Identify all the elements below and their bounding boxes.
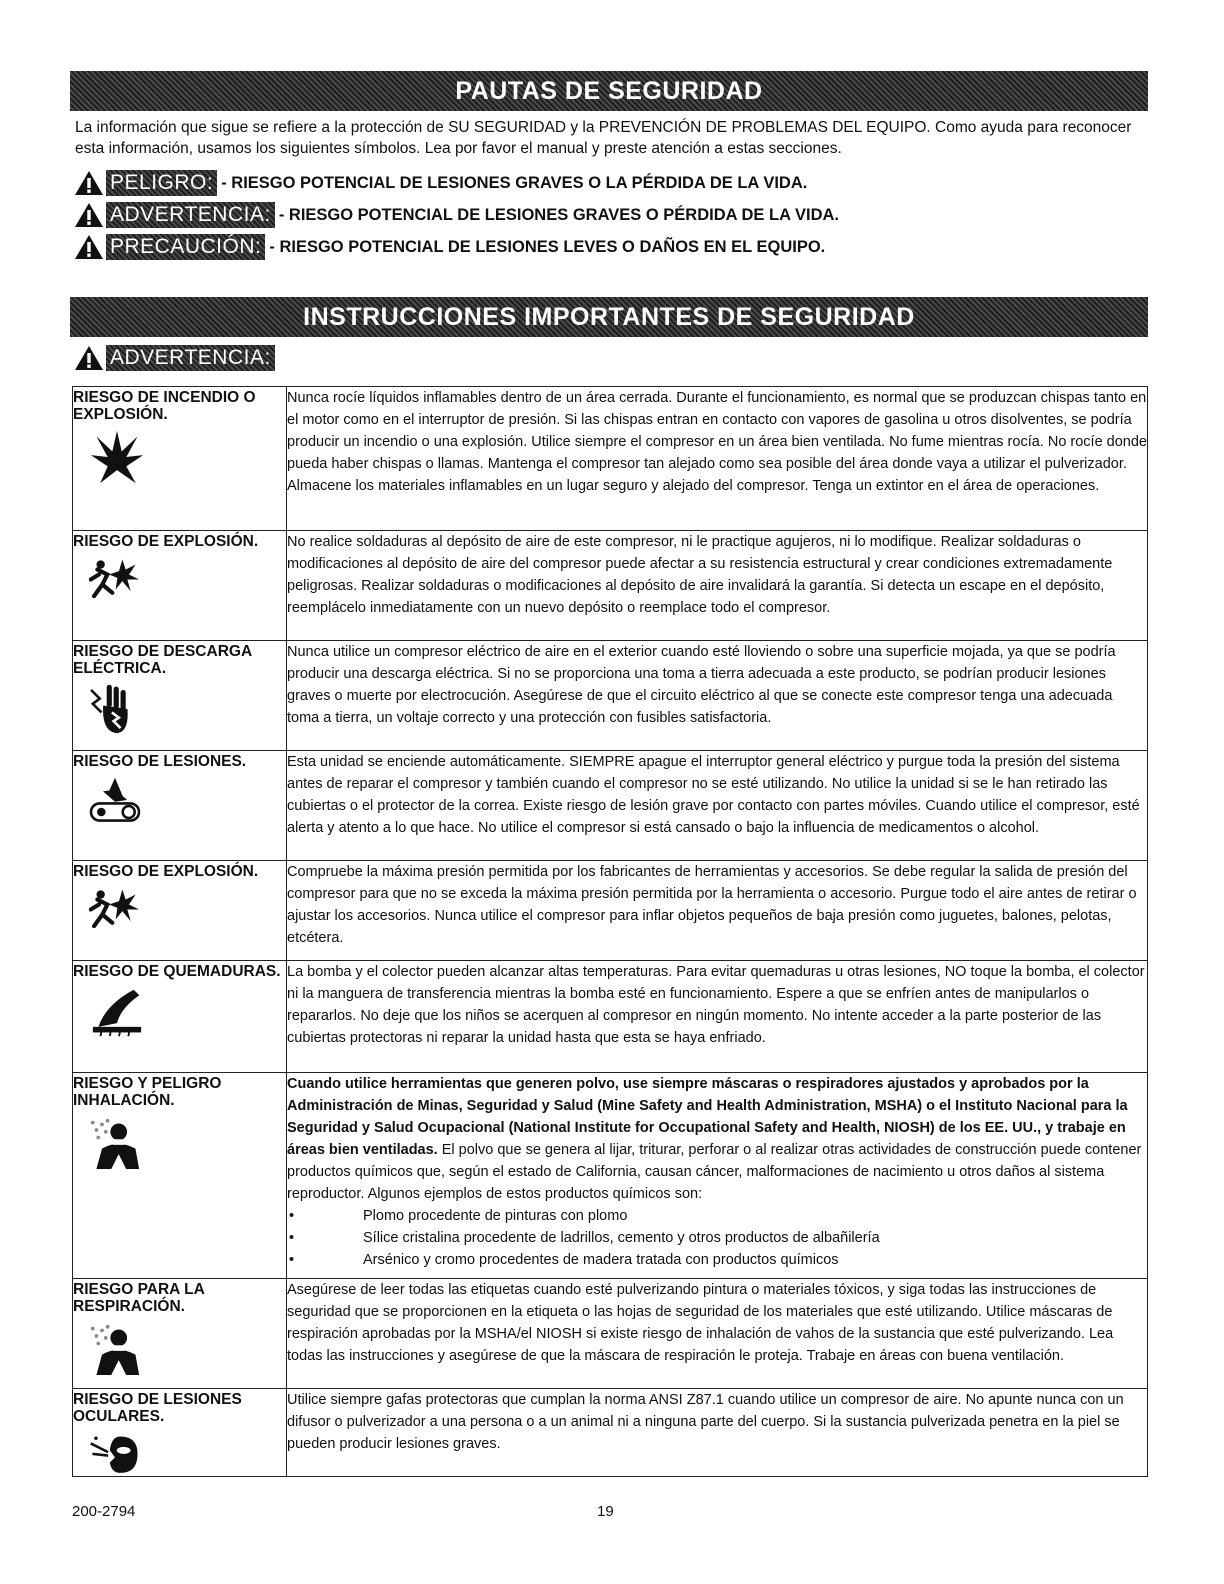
inhalation-icon [89, 1321, 141, 1377]
hazard-label: RIESGO Y PELIGRO INHALACIÓN. [73, 1075, 222, 1109]
hazard-text: Compruebe la máxima presión permitida por los fabricantes de herramientas y accesorios. Se debe regular la salida de presión del compresor para que no se exceda la máxima presión permitida por la herramienta o accesorio. Purgue todo el aire antes de retirar o ajustar los accesorios. Nunca utilice el compresor para inflar objetos pequeños de baja presión como juguetes, balones, pelotas, etcétera. [287, 861, 1148, 961]
table-row [73, 961, 1148, 1073]
signal-text: - RIESGO POTENCIAL DE LESIONES LEVES O DAÑOS EN EL EQUIPO. [269, 237, 826, 256]
hazard-label: RIESGO DE LESIONES. [73, 753, 247, 770]
explosion-person-icon [89, 556, 139, 598]
signal-tag: ADVERTENCIA: [106, 202, 275, 228]
table-row [73, 531, 1148, 641]
hot-surface-icon [89, 986, 145, 1038]
banner-title: PAUTAS DE SEGURIDAD [455, 76, 763, 105]
fire-explosion-icon [89, 429, 145, 485]
hazard-label-cell [73, 1389, 287, 1477]
page-number: 19 [597, 1503, 614, 1520]
electric-shock-icon [89, 683, 133, 735]
warning-tag: ADVERTENCIA: [106, 345, 275, 371]
hazard-label: RIESGO DE INCENDIO O EXPLOSIÓN. [73, 389, 256, 423]
hazard-label-cell [73, 751, 287, 861]
hazard-label-cell [73, 861, 287, 961]
warning-triangle-icon [74, 345, 104, 371]
moving-parts-icon [89, 776, 141, 824]
warning-heading [74, 345, 275, 371]
intro-paragraph: La información que sigue se refiere a la protección de SU SEGURIDAD y la PREVENCIÓN DE PROBLEMAS DEL EQUIPO. Como ayuda para reconocer esta información, usamos los siguientes símbolos. Lea por favor el manual y preste atención a estas secciones. [75, 119, 1132, 157]
hazard-label-cell [73, 1279, 287, 1389]
warning-triangle-icon [74, 170, 104, 196]
hazard-label-cell [73, 387, 287, 531]
table-row [73, 1279, 1148, 1389]
hazard-label-cell [73, 531, 287, 641]
hazard-text: Nunca rocíe líquidos inflamables dentro de un área cerrada. Durante el funcionamiento, es normal que se produzcan chispas tanto en el motor como en el interruptor de presión. Si las chispas entran en contacto con vapores de gasolina u otros disolventes, se podría producir un incendio o una explosión. Utilice siempre el compresor en un área bien ventilada. No fume mientras rocía. No rocíe donde pueda haber chispas o llamas. Mantenga el compresor tan alejado como sea posible del área donde vaya a utilizar el pulverizador. Almacene los materiales inflamables en un lugar seguro y alejado del compresor. Tenga un extintor en el área de operaciones. [287, 387, 1148, 531]
document-number: 200-2794 [72, 1503, 136, 1520]
warning-triangle-icon [74, 202, 104, 228]
signal-danger [74, 170, 807, 196]
hazard-label-cell [73, 1073, 287, 1279]
signal-warning [74, 202, 839, 228]
explosion-person-icon [89, 886, 139, 928]
hazard-label: RIESGO DE DESCARGA ELÉCTRICA. [73, 643, 252, 677]
hazard-text: Esta unidad se enciende automáticamente. SIEMPRE apague el interruptor general eléctrico y purgue toda la presión del sistema antes de reparar el compresor y también cuando el compresor no se esté utilizando. No utilice la unidad si se le han retirado las cubiertas o el protector de la correa. Existe riesgo de lesión grave por contacto con partes móviles. Cuando utilice el compresor, esté alerta y atento a lo que hace. No utilice el compresor si está cansado o bajo la influencia de medicamentos o alcohol. [287, 751, 1148, 861]
eye-injury-icon [89, 1431, 141, 1475]
signal-tag: PELIGRO: [106, 170, 217, 196]
table-row [73, 1073, 1148, 1279]
inhalation-bold-text: Cuando utilice herramientas que generen polvo, use siempre máscaras o respiradores ajustados y aprobados por la Administración de Minas, Seguridad y Salud (Mine Safety and Health Administration, MSHA) o el Instituto Nacional para la Seguridad y Salud Ocupacional (National Institute for Occupational Safety and Health, NIOSH) de los EE. UU., y trabaje en áreas bien ventiladas. [287, 1076, 1128, 1158]
table-row [73, 641, 1148, 751]
hazard-label-cell [73, 641, 287, 751]
warning-triangle-icon [74, 234, 104, 260]
hazard-label: RIESGO DE QUEMADURAS. [73, 963, 281, 980]
signal-text: - RIESGO POTENCIAL DE LESIONES GRAVES O PÉRDIDA DE LA VIDA. [278, 205, 839, 224]
hazard-label: RIESGO DE LESIONES OCULARES. [73, 1391, 242, 1425]
signal-tag: PRECAUCIÓN: [106, 234, 265, 260]
important-instructions-banner [70, 297, 1148, 337]
hazards-table [72, 386, 1148, 1477]
hazard-label: RIESGO PARA LA RESPIRACIÓN. [73, 1281, 205, 1315]
hazard-text: Utilice siempre gafas protectoras que cumplan la norma ANSI Z87.1 cuando utilice un compresor de aire. No apunte nunca con un difusor o pulverizador a una persona o a un animal ni a ninguna parte del cuerpo. Si la sustancia pulverizada penetra en la piel se pueden producir lesiones graves. [287, 1389, 1148, 1477]
table-row [73, 751, 1148, 861]
signal-caution [74, 234, 825, 260]
chemicals-list [287, 1205, 1147, 1271]
table-row [73, 387, 1148, 531]
hazard-text: No realice soldaduras al depósito de aire de este compresor, ni le practique agujeros, ni lo modifique. Realizar soldaduras o modificaciones al depósito de aire del compresor puede afectar a su resistencia estructural y crear condiciones extremadamente peligrosas. Realizar soldaduras o modificaciones al depósito de aire invalidará la garantía. Si detecta un escape en el depósito, reemplácelo inmediatamente con un nuevo depósito o reemplace todo el compresor. [287, 531, 1148, 641]
hazard-label: RIESGO DE EXPLOSIÓN. [73, 533, 259, 550]
list-item: • Sílice cristalina procedente de ladrillos, cemento y otros productos de albañilería [287, 1227, 1147, 1249]
safety-guidelines-banner [70, 71, 1148, 111]
table-row [73, 861, 1148, 961]
hazard-text: Nunca utilice un compresor eléctrico de aire en el exterior cuando esté lloviendo o sobre una superficie mojada, ya que se podría producir una descarga eléctrica. Si no se proporciona una toma a tierra adecuada a este producto, se podrían producir lesiones graves o muerte por electrocución. Asegúrese de que el circuito eléctrico al que se conecte este compresor tenga una adecuada toma a tierra, un voltaje correcto y una protección con fusibles satisfactoria. [287, 641, 1148, 751]
hazard-text: La bomba y el colector pueden alcanzar altas temperaturas. Para evitar quemaduras u otras lesiones, NO toque la bomba, el colector ni la manguera de transferencia mientras la bomba esté en funcionamiento. Espere a que se enfríen antes de manipularlos o repararlos. No deje que los niños se acerquen al compresor en ningún momento. No intente acceder a la parte posterior de las cubiertas protectoras ni reparar la unidad hasta que esta se haya enfriado. [287, 961, 1148, 1073]
hazard-text: Asegúrese de leer todas las etiquetas cuando esté pulverizando pintura o materiales tóxicos, y siga todas las instrucciones de seguridad que se proporcionen en la etiqueta o las hojas de seguridad de los materiales que esté utilizando. Utilice máscaras de respiración aprobadas por la MSHA/el NIOSH si existe riesgo de inhalación de vahos de la sustancia que esté pulverizando. Lea todas las instrucciones y asegúrese de que la máscara de respiración le proteja. Trabaje en áreas con buena ventilación. [287, 1279, 1148, 1389]
signal-text: - RIESGO POTENCIAL DE LESIONES GRAVES O LA PÉRDIDA DE LA VIDA. [221, 173, 808, 192]
hazard-text-cell [287, 1073, 1148, 1279]
list-item: • Arsénico y cromo procedentes de madera tratada con productos químicos [287, 1249, 1147, 1271]
banner-title: INSTRUCCIONES IMPORTANTES DE SEGURIDAD [303, 302, 915, 331]
inhalation-icon [89, 1115, 141, 1171]
table-row [73, 1389, 1148, 1477]
hazard-label: RIESGO DE EXPLOSIÓN. [73, 863, 259, 880]
inhalation-text: El polvo que se genera al lijar, triturar, perforar o al realizar otras actividades de construcción puede contener productos químicos que, según el estado de California, causan cáncer, malformaciones de nacimiento u otros daños al sistema reproductor. Algunos ejemplos de estos productos químicos son: [287, 1142, 1142, 1202]
list-item: • Plomo procedente de pinturas con plomo [287, 1205, 1147, 1227]
hazard-label-cell [73, 961, 287, 1073]
